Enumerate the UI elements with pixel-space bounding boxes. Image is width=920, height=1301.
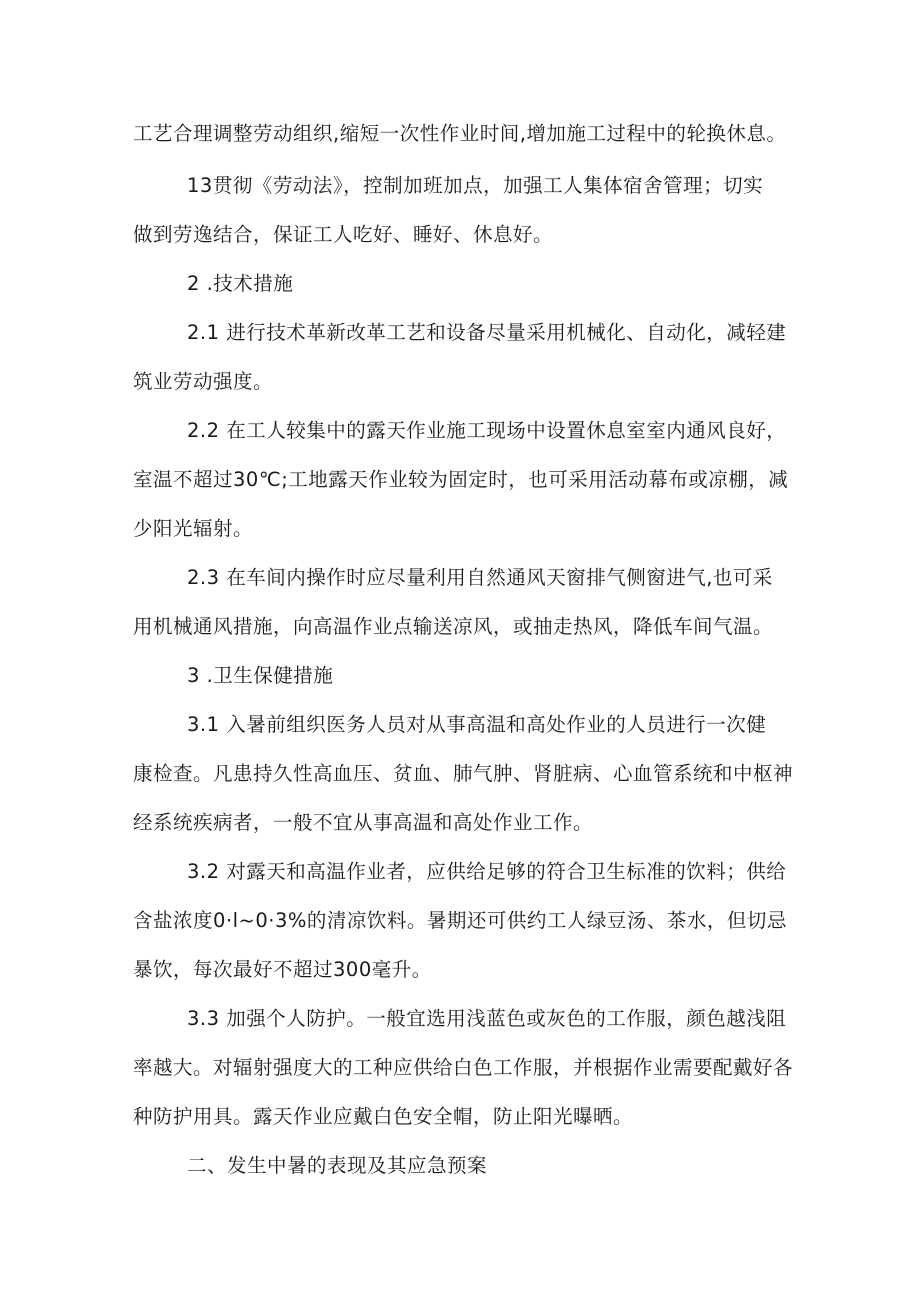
text-line: 含盐浓度0·l~0·3%的清凉饮料。暑期还可供约工人绿豆汤、茶水，但切忌 [133, 909, 787, 932]
text-line: 康检查。凡患持久性高血压、贫血、肺气肿、肾脏病、心血管系统和中枢神 [133, 762, 794, 785]
text-line: 用机械通风措施，向高温作业点输送凉风，或抽走热风，降低车间气温。 [133, 615, 774, 638]
section-heading: 3 .卫生保健措施 [187, 664, 334, 687]
text-line: 种防护用具。露天作业应戴白色安全帽，防止阳光曝晒。 [133, 1105, 634, 1128]
text-line: 3.3 加强个人防护。一般宜选用浅蓝色或灰色的工作服，颜色越浅阻 [187, 1007, 787, 1030]
text-line: 暴饮，每次最好不超过300毫升。 [133, 958, 432, 981]
text-line: 工艺合理调整劳动组织,缩短一次性作业时间,增加施工过程中的轮换休息。 [133, 122, 787, 145]
text-line: 室温不超过30℃;工地露天作业较为固定时，也可采用活动幕布或凉棚，减 [133, 468, 789, 491]
section-heading: 2 .技术措施 [187, 272, 294, 295]
text-line: 13贯彻《劳动法》，控制加班加点，加强工人集体宿舍管理；切实 [187, 174, 764, 197]
text-line: 3.2 对露天和高温作业者，应供给足够的符合卫生标准的饮料；供给 [187, 860, 787, 883]
text-line: 2.1 进行技术革新改革工艺和设备尽量采用机械化、自动化，减轻建 [187, 321, 787, 344]
text-line: 筑业劳动强度。 [133, 370, 274, 393]
text-line: 做到劳逸结合，保证工人吃好、睡好、休息好。 [133, 223, 554, 246]
text-line: 经系统疾病者，一般不宜从事高温和高处作业工作。 [133, 811, 594, 834]
text-line: 率越大。对辐射强度大的工种应供给白色工作服，并根据作业需要配戴好各 [133, 1056, 794, 1079]
text-line: 2.3 在车间内操作时应尽量利用自然通风天窗排气侧窗进气,也可采 [187, 566, 773, 589]
text-line: 3.1 入暑前组织医务人员对从事高温和高处作业的人员进行一次健 [187, 713, 767, 736]
text-line: 2.2 在工人较集中的露天作业施工现场中设置休息室室内通风良好， [187, 419, 787, 442]
text-line: 少阳光辐射。 [133, 517, 254, 540]
section-heading: 二、发生中暑的表现及其应急预案 [187, 1154, 488, 1177]
